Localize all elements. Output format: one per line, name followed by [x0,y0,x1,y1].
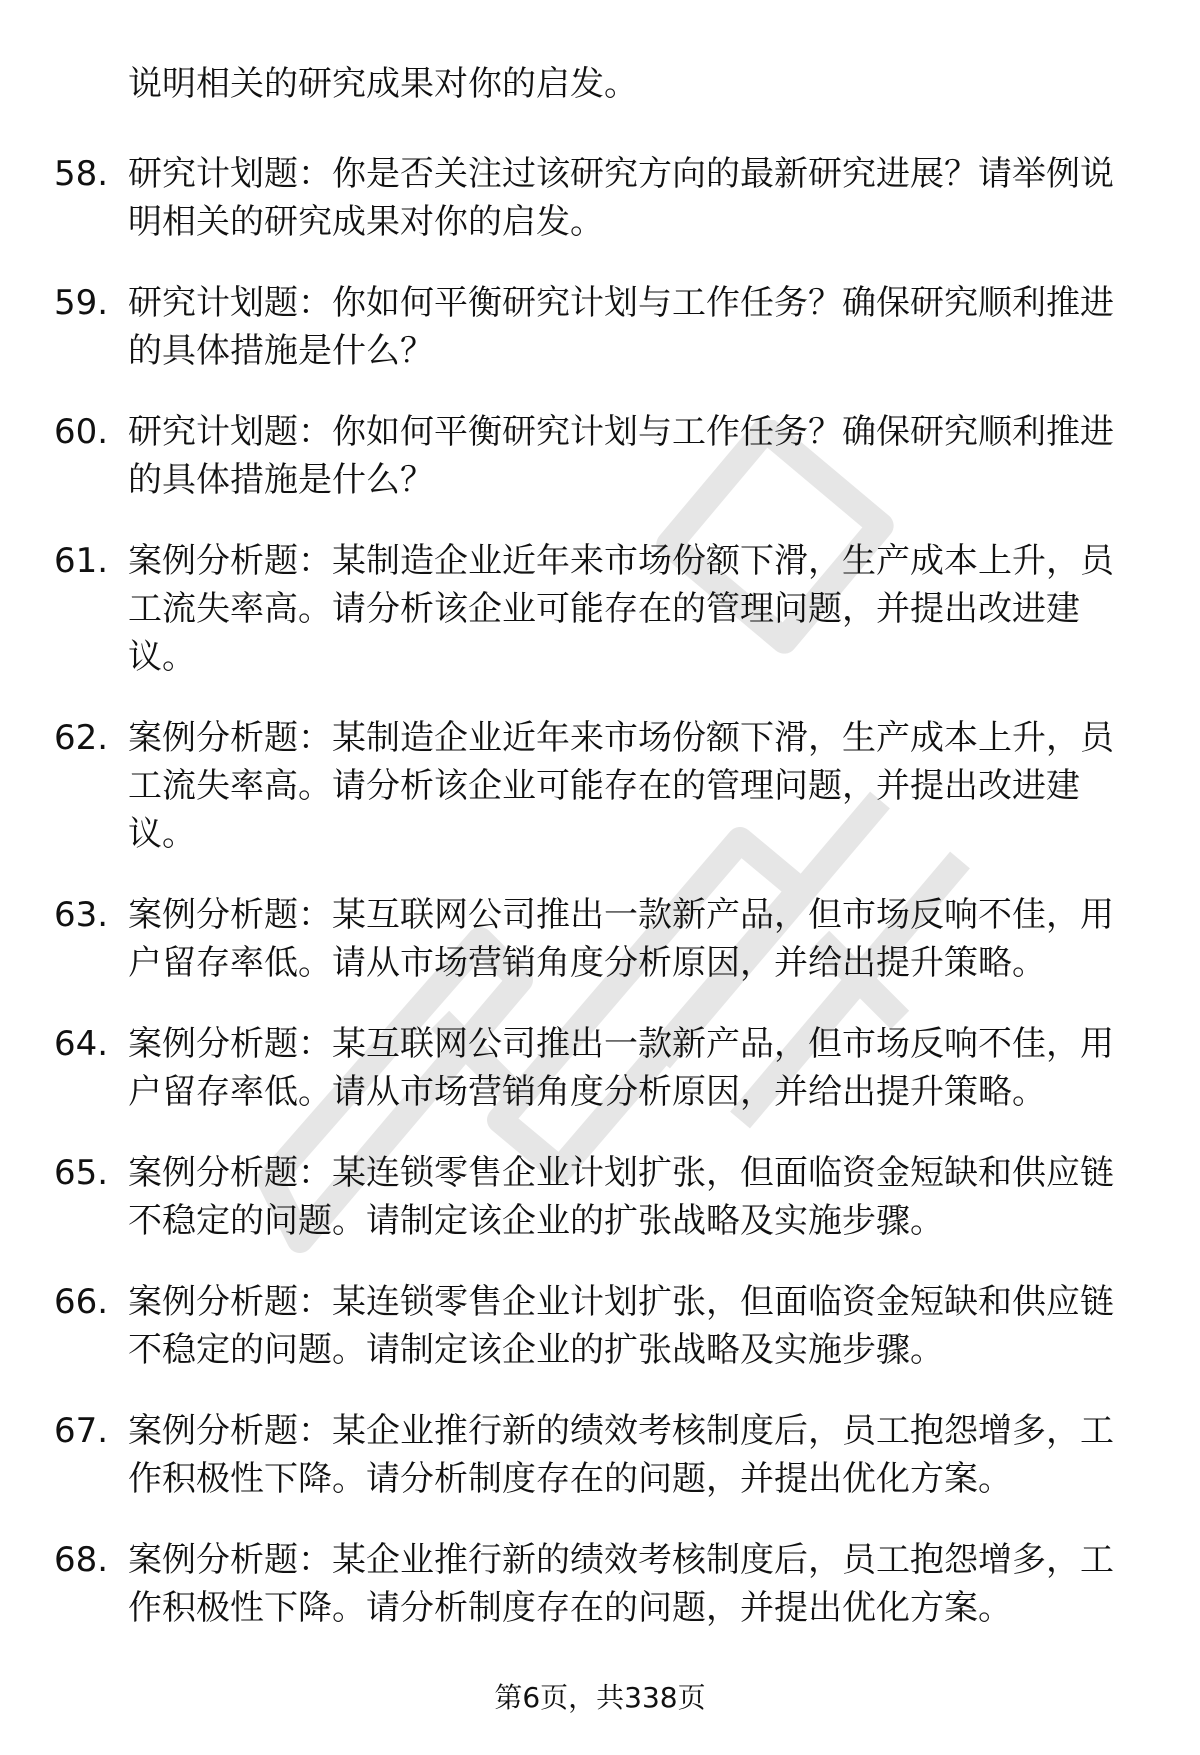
question-item [0,714,1200,858]
question-number: 67. [54,1411,109,1451]
question-text: 案例分析题：某制造企业近年来市场份额下滑，生产成本上升，员工流失率高。请分析该企业可能存在的管理问题，并提出改进建议。 [128,718,1114,854]
question-text: 案例分析题：某企业推行新的绩效考核制度后，员工抱怨增多，工作积极性下降。请分析制度存在的问题，并提出优化方案。 [128,1411,1114,1499]
question-text: 案例分析题：某企业推行新的绩效考核制度后，员工抱怨增多，工作积极性下降。请分析制度存在的问题，并提出优化方案。 [128,1540,1114,1628]
question-text: 案例分析题：某连锁零售企业计划扩张，但面临资金短缺和供应链不稳定的问题。请制定该企业的扩张战略及实施步骤。 [128,1153,1114,1241]
question-number: 58. [54,154,109,194]
question-item [0,150,1200,246]
question-item [0,1407,1200,1503]
page-footer: 第6页，共338页 [494,1681,706,1714]
question-text: 研究计划题：你如何平衡研究计划与工作任务？确保研究顺利推进的具体措施是什么？ [128,283,1114,371]
question-text: 案例分析题：某连锁零售企业计划扩张，但面临资金短缺和供应链不稳定的问题。请制定该企业的扩张战略及实施步骤。 [128,1282,1114,1370]
question-number: 65. [54,1153,109,1193]
question-number: 60. [54,412,109,452]
question-number: 64. [54,1024,109,1064]
question-item [0,1149,1200,1245]
question-text: 研究计划题：你如何平衡研究计划与工作任务？确保研究顺利推进的具体措施是什么？ [128,412,1114,500]
question-number: 66. [54,1282,109,1322]
question-number: 63. [54,895,109,935]
continued-question-text: 说明相关的研究成果对你的启发。 [128,64,638,104]
question-item [0,279,1200,375]
question-item [0,537,1200,681]
question-text: 研究计划题：你是否关注过该研究方向的最新研究进展？请举例说明相关的研究成果对你的启发。 [128,154,1114,242]
question-text: 案例分析题：某制造企业近年来市场份额下滑，生产成本上升，员工流失率高。请分析该企业可能存在的管理问题，并提出改进建议。 [128,541,1114,677]
question-item [0,891,1200,987]
question-list [0,150,1200,1665]
question-text: 案例分析题：某互联网公司推出一款新产品，但市场反响不佳，用户留存率低。请从市场营销角度分析原因，并给出提升策略。 [128,895,1114,983]
question-item [0,1278,1200,1374]
question-item [0,408,1200,504]
question-number: 59. [54,283,109,323]
question-text: 案例分析题：某互联网公司推出一款新产品，但市场反响不佳，用户留存率低。请从市场营销角度分析原因，并给出提升策略。 [128,1024,1114,1112]
question-number: 62. [54,718,109,758]
question-number: 61. [54,541,109,581]
question-item [0,1536,1200,1632]
question-item [0,1020,1200,1116]
question-number: 68. [54,1540,109,1580]
